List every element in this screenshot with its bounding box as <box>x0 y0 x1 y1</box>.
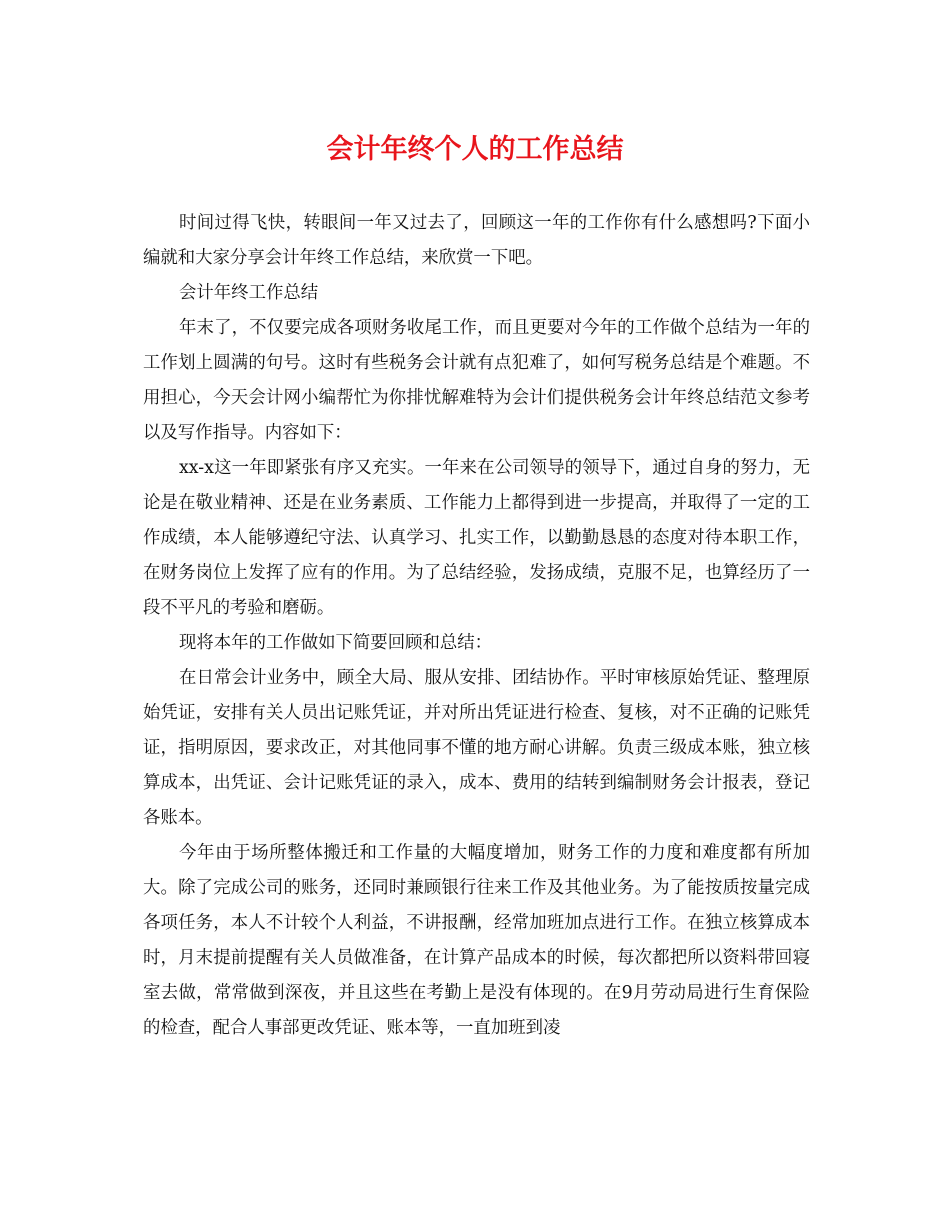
paragraph-year-end: 年末了，不仅要完成各项财务收尾工作，而且更要对今年的工作做个总结为一年的工作划上圆满的句号。这时有些税务会计就有点犯难了，如何写税务总结是个难题。不用担心，今天会计网小编帮忙为你排忧解难特为会计们提供税务会计年终总结范文参考以及写作指导。内容如下： <box>143 318 810 443</box>
document-body <box>143 206 810 1046</box>
section-heading: 会计年终工作总结 <box>179 283 319 303</box>
document-title: 会计年终个人的工作总结 <box>326 134 624 165</box>
paragraph-relocation: 今年由于场所整体搬迁和工作量的大幅度增加，财务工作的力度和难度都有所加大。除了完成公司的账务，还同时兼顾银行往来工作及其他业务。为了能按质按量完成各项任务，本人不计较个人利益，不讲报酬，经常加班加点进行工作。在独立核算成本时，月末提前提醒有关人员做准备，在计算产品成本的时候，每次都把所以资料带回寝室去做，常常做到深夜，并且这些在考勤上是没有体现的。在9月劳动局进行生育保险的检查，配合人事部更改凭证、账本等，一直加班到凌 <box>143 843 810 1038</box>
paragraph-intro: 时间过得飞快，转眼间一年又过去了，回顾这一年的工作你有什么感想吗?下面小编就和大家分享会计年终工作总结，来欣赏一下吧。 <box>143 213 810 268</box>
paragraph-review-intro: 现将本年的工作做如下简要回顾和总结： <box>179 633 493 653</box>
paragraph-daily-work: 在日常会计业务中，顾全大局、服从安排、团结协作。平时审核原始凭证、整理原始凭证，安排有关人员出记账凭证，并对所出凭证进行检查、复核，对不正确的记账凭证，指明原因，要求改正，对其他同事不懂的地方耐心讲解。负责三级成本账，独立核算成本，出凭证、会计记账凭证的录入，成本、费用的结转到编制财务会计报表，登记各账本。 <box>143 668 810 828</box>
paragraph-summary-year: xx-x这一年即紧张有序又充实。一年来在公司领导的领导下，通过自身的努力，无论是在敬业精神、还是在业务素质、工作能力上都得到进一步提高，并取得了一定的工作成绩，本人能够遵纪守法、认真学习、扎实工作，以勤勤恳恳的态度对待本职工作，在财务岗位上发挥了应有的作用。为了总结经验，发扬成绩，克服不足，也算经历了一段不平凡的考验和磨砺。 <box>143 458 810 618</box>
